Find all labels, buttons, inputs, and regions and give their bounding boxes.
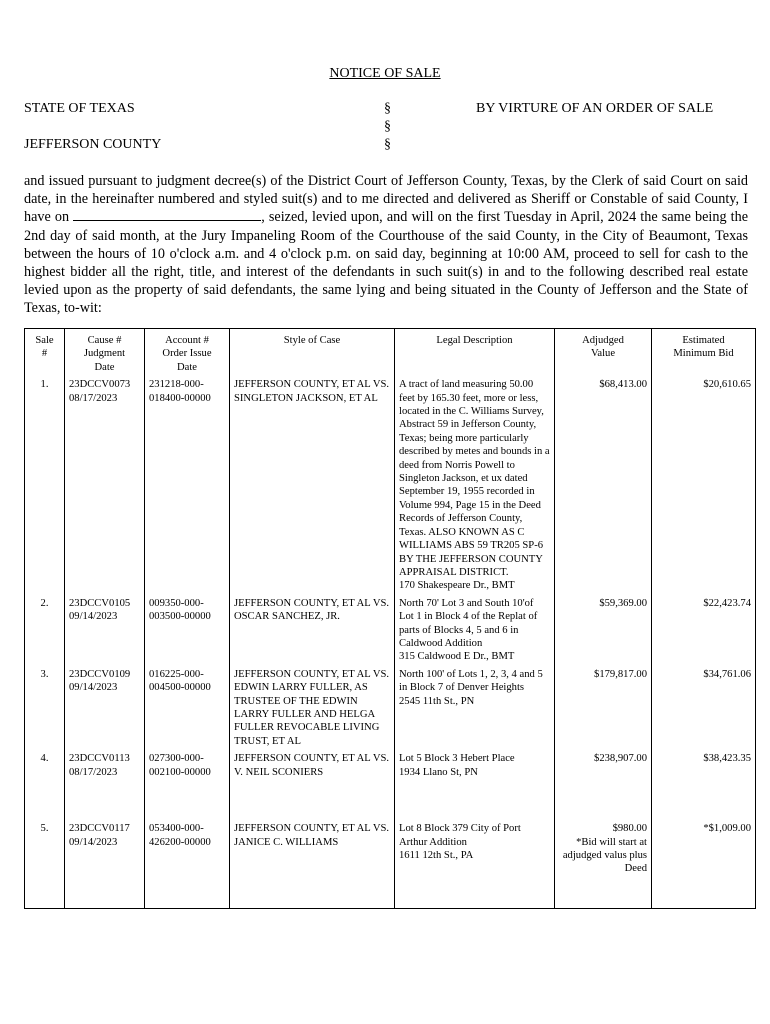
account-number: 231218-000- [149, 379, 204, 391]
sales-table [24, 328, 756, 909]
adjudged-cell [555, 820, 652, 908]
account-number: 018400-00000 [149, 392, 211, 404]
paragraph-part-2: , seized, levied upon, and will on the first Tuesday in April, 2024 the same being the 2nd day of said month, at the Jury Impaneling Room of the Courthouse of the said County, in the City of Beaumont, Texas between the hours of 10 o'clock a.m. and 4 o'clock p.m. on said day, beginning at 10:00 AM, proceed to sell for cash to the highest bidder all the right, title, and interest of the defendants in such suit(s) in and to the following described real estate levied upon as the property of said defendants, the same lying and being situated in the County of Jefferson and the State of Texas, to-wit: [24, 209, 748, 317]
adjudged-cell [555, 376, 652, 595]
sale-number: 2. [25, 595, 65, 666]
legal-description: North 70' Lot 3 and South 10'of Lot 1 in Block 4 of the Replat of parts of Blocks 4, 5 and 6 in Caldwood Addition [399, 597, 538, 649]
table-row [25, 595, 756, 666]
account-cell [145, 595, 230, 666]
account-cell [145, 820, 230, 908]
style-of-case: JEFFERSON COUNTY, ET AL VS. V. NEIL SCONIERS [230, 750, 395, 820]
cause-cell [65, 820, 145, 908]
account-number: 027300-000- [149, 753, 204, 765]
legal-description-cell [395, 820, 555, 908]
col-header-estimated: Estimated Minimum Bid [652, 329, 756, 377]
account-cell [145, 666, 230, 750]
judgment-date: 08/17/2023 [69, 766, 118, 778]
judgment-date: 08/17/2023 [69, 392, 118, 404]
property-address: 170 Shakespeare Dr., BMT [399, 580, 515, 592]
legal-description: Lot 8 Block 379 City of Port Arthur Addition [399, 823, 521, 848]
sale-number: 3. [25, 666, 65, 750]
section-mark: § [384, 119, 391, 134]
legal-description: A tract of land measuring 50.00 feet by 165.30 feet, more or less, located in the C. Williams Survey, Abstract 59 in Jefferson County, Texas; being more particularly described by metes and bounds in a deed from Norris Powell to Singleton Jackson, et ux dated September 19, 1955 recorded in Volume 994, Page 15 in the Deed Records of Jefferson County, Texas. ALSO KNOWN AS C WILLIAMS ABS 59 TR205 SP-6 BY THE JEFFERSON COUNTY APPRAISAL DISTRICT. [399, 379, 550, 578]
table-header-row [25, 329, 756, 377]
cause-number: 23DCCV0109 [69, 668, 131, 680]
style-of-case: JEFFERSON COUNTY, ET AL VS. EDWIN LARRY FULLER, AS TRUSTEE OF THE EDWIN LARRY FULLER AND HELGA FULLER REVOCABLE LIVING TRUST, ET AL [230, 666, 395, 750]
property-address: 2545 11th St., PN [399, 695, 475, 707]
property-address: 315 Caldwood E Dr., BMT [399, 651, 515, 663]
account-number: 003500-00000 [149, 611, 211, 623]
cause-cell [65, 666, 145, 750]
col-header-style: Style of Case [230, 329, 395, 377]
table-row [25, 376, 756, 595]
cause-number: 23DCCV0113 [69, 753, 130, 765]
state-label: STATE OF TEXAS [24, 101, 135, 116]
table-row [25, 750, 756, 820]
legal-description: Lot 5 Block 3 Hebert Place [399, 753, 515, 765]
cause-number: 23DCCV0117 [69, 823, 130, 835]
account-number: 009350-000- [149, 597, 204, 609]
adjudged-value: $238,907.00 [594, 753, 647, 765]
legal-description-cell [395, 595, 555, 666]
sale-number: 4. [25, 750, 65, 820]
style-of-case: JEFFERSON COUNTY, ET AL VS. SINGLETON JACKSON, ET AL [230, 376, 395, 595]
account-number: 002100-00000 [149, 766, 211, 778]
col-header-sale: Sale # [25, 329, 65, 377]
notice-title: NOTICE OF SALE [329, 66, 441, 81]
sale-number: 1. [25, 376, 65, 595]
minimum-bid: *$1,009.00 [652, 820, 756, 908]
property-address: 1934 Llano St, PN [399, 766, 478, 778]
minimum-bid: $22,423.74 [652, 595, 756, 666]
adjudged-note: *Bid will start at adjudged valus plus Deed [562, 836, 647, 875]
col-header-cause: Cause # Judgment Date [65, 329, 145, 377]
cause-cell [65, 750, 145, 820]
adjudged-value: $980.00 [612, 823, 647, 835]
sale-number: 5. [25, 820, 65, 908]
cause-number: 23DCCV0073 [69, 379, 131, 391]
table-row [25, 820, 756, 908]
account-cell [145, 750, 230, 820]
style-of-case: JEFFERSON COUNTY, ET AL VS. JANICE C. WILLIAMS [230, 820, 395, 908]
notice-paragraph [24, 172, 748, 318]
account-number: 016225-000- [149, 668, 204, 680]
legal-description-cell [395, 750, 555, 820]
judgment-date: 09/14/2023 [69, 836, 118, 848]
judgment-date: 09/14/2023 [69, 611, 118, 623]
col-header-legal: Legal Description [395, 329, 555, 377]
account-number: 053400-000- [149, 823, 204, 835]
minimum-bid: $38,423.35 [652, 750, 756, 820]
cause-cell [65, 595, 145, 666]
minimum-bid: $20,610.65 [652, 376, 756, 595]
section-mark: § [384, 101, 391, 116]
adjudged-value: $68,413.00 [599, 379, 647, 391]
adjudged-cell [555, 750, 652, 820]
cause-cell [65, 376, 145, 595]
order-of-sale-label: BY VIRTURE OF AN ORDER OF SALE [476, 101, 714, 116]
account-number: 426200-00000 [149, 836, 211, 848]
adjudged-cell [555, 666, 652, 750]
paragraph-part-1: and issued pursuant to judgment decree(s) of the District Court of Jefferson County, Texas, by the Clerk of said Court on said date, in the hereinafter numbered and styled suit(s) and to me directed and delivered as Sheriff or Constable of said County, I have on [24, 173, 748, 226]
account-number: 004500-00000 [149, 682, 211, 694]
cause-number: 23DCCV0105 [69, 597, 131, 609]
legal-description: North 100' of Lots 1, 2, 3, 4 and 5 in Block 7 of Denver Heights [399, 668, 543, 694]
adjudged-cell [555, 595, 652, 666]
county-label: JEFFERSON COUNTY [24, 137, 162, 152]
col-header-account: Account # Order Issue Date [145, 329, 230, 377]
table-row [25, 666, 756, 750]
adjudged-value: $179,817.00 [594, 668, 647, 680]
account-cell [145, 376, 230, 595]
legal-description-cell [395, 666, 555, 750]
legal-description-cell [395, 376, 555, 595]
col-header-adjudged: Adjudged Value [555, 329, 652, 377]
property-address: 1611 12th St., PA [399, 850, 474, 861]
style-of-case: JEFFERSON COUNTY, ET AL VS. OSCAR SANCHEZ, JR. [230, 595, 395, 666]
adjudged-value: $59,369.00 [599, 597, 647, 609]
minimum-bid: $34,761.06 [652, 666, 756, 750]
judgment-date: 09/14/2023 [69, 682, 118, 694]
blank-date-line [73, 208, 261, 221]
section-mark: § [384, 137, 391, 152]
